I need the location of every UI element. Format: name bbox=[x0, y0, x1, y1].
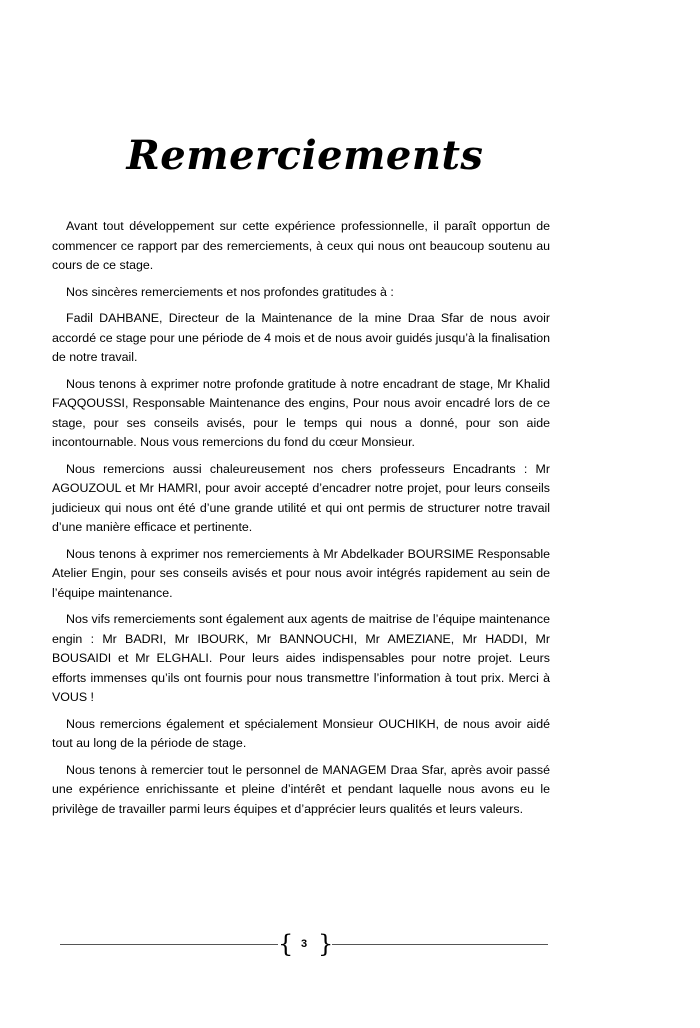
page-number: 3 bbox=[300, 938, 308, 950]
paragraph-director: Fadil DAHBANE, Directeur de la Maintenance de la mine Draa Sfar de nous avoir accordé ce stage pour une période de 4 mois et de nous avoir guidés jusqu’à la finalisation de notre travail. bbox=[52, 311, 551, 364]
footer-brace-left: { bbox=[278, 930, 294, 958]
footer-brace-right: } bbox=[318, 930, 334, 958]
paragraph-intro: Avant tout développement sur cette expérience professionnelle, il paraît opportun de commencer ce rapport par des remerciements, à ceux qui nous ont beaucoup soutenu au cours de ce stage. bbox=[52, 219, 550, 272]
footer-rule-left bbox=[60, 944, 278, 945]
page-footer bbox=[60, 930, 548, 960]
footer-rule-right bbox=[332, 944, 548, 945]
paragraph-ouchikh: Nous remercions également et spécialement Monsieur OUCHIKH, de nous avoir aidé tout au long de la période de stage. bbox=[52, 716, 550, 750]
paragraph-managem-staff: Nous tenons à remercier tout le personnel de MANAGEM Draa Sfar, après avoir passé une expérience enrichissante et pleine d’intérêt et pendant laquelle nous avons eu le privilège de travailler parmi leurs équipes et d’apprécier leurs qualités et leurs valeurs. bbox=[52, 762, 550, 816]
paragraph-supervisor: Nous tenons à exprimer notre profonde gratitude à notre encadrant de stage, Mr Khalid FAQQOUSSI, Responsable Maintenance des engins, Pour nous avoir encadré lors de ce stage, pour ses conseils avisés, pour le temps qui nous a donné, pour son aide incontournable. Nous vous remercions du fond du cœur Monsieur. bbox=[52, 376, 550, 449]
page-title: Remerciements bbox=[126, 132, 484, 179]
paragraph-professors: Nous remercions aussi chaleureusement nos chers professeurs Encadrants : Mr AGOUZOUL et Mr HAMRI, pour avoir accepté d’encadrer notre projet, pour leurs conseils judicieux qui nous ont été d’une grande utilité et qui ont permis de structurer notre travail d’une manière efficace et pertinente. bbox=[52, 461, 550, 534]
paragraph-gratitude-lead: Nos sincères remerciements et nos profondes gratitudes à : bbox=[66, 284, 394, 299]
paragraph-workshop-manager: Nous tenons à exprimer nos remerciements à Mr Abdelkader BOURSIME Responsable Atelier Engin, pour ses conseils avisés et pour nous avoir intégrés rapidement au sein de l’équipe maintenance. bbox=[52, 546, 550, 600]
paragraph-maintenance-agents: Nos vifs remerciements sont également aux agents de maitrise de l’équipe maintenance engin : Mr BADRI, Mr IBOURK, Mr BANNOUCHI, Mr AMEZIANE, Mr HADDI, Mr BOUSAIDI et Mr ELGHALI. Pour leurs aides indispensables pour notre projet. Leurs efforts immenses qu’ils ont fournis pour nous transmettre l’information à tout prix. Merci à VOUS ! bbox=[52, 612, 550, 704]
body-text bbox=[52, 217, 550, 819]
